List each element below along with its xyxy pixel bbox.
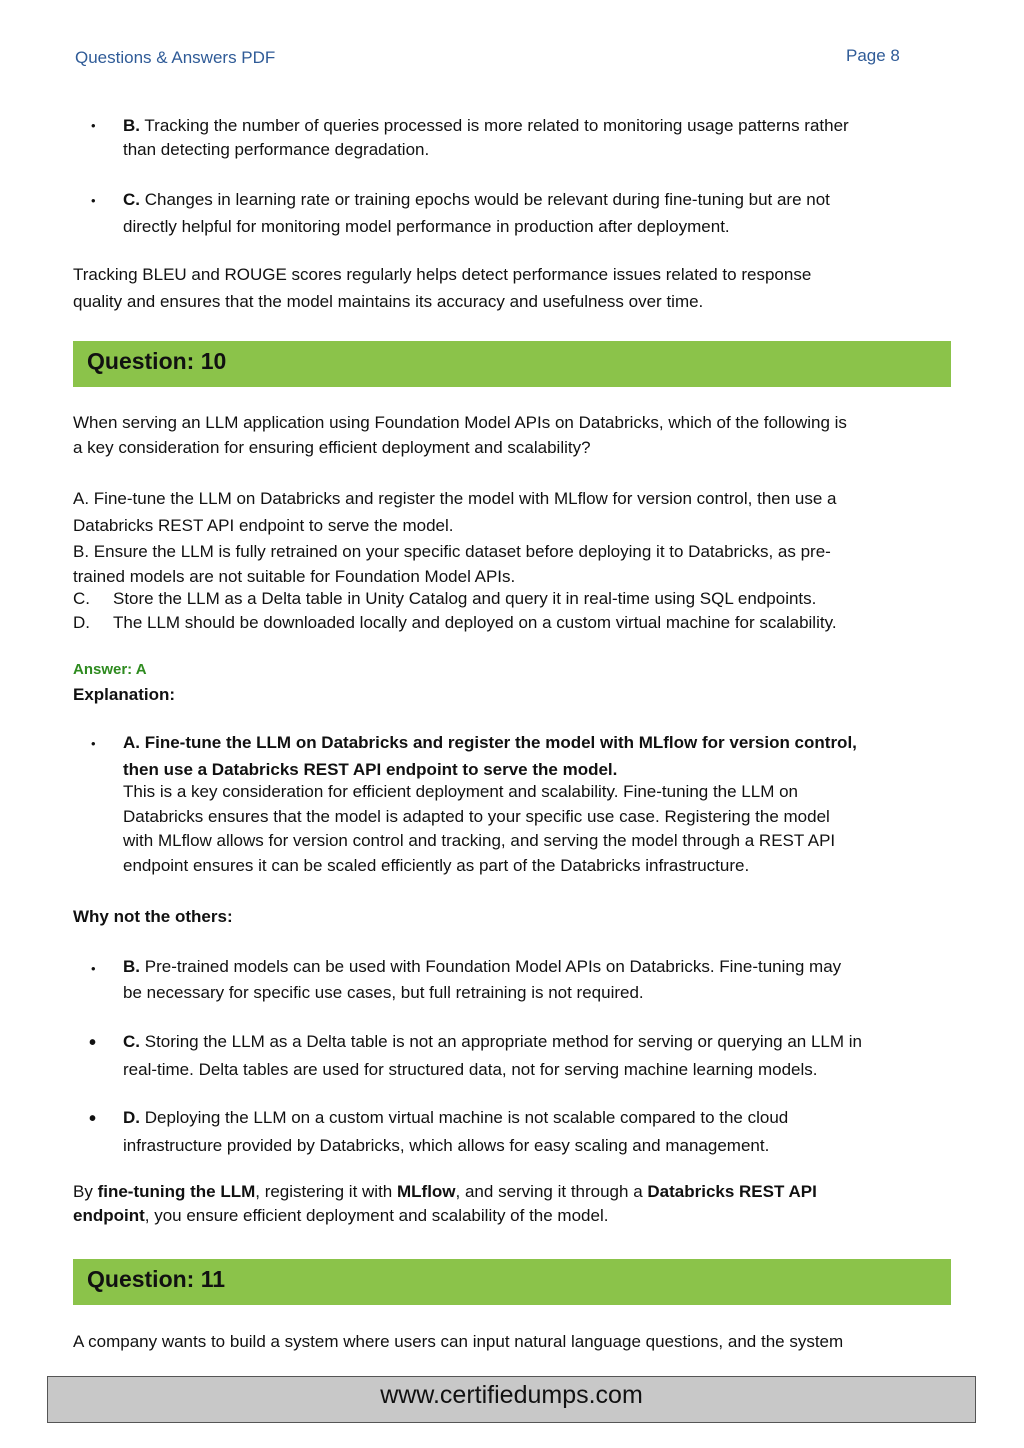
option-label: C. (123, 190, 140, 209)
explanation-line: Databricks ensures that the model is adapted to your specific use case. Registering the model (123, 806, 830, 826)
explanation-heading: A. Fine-tune the LLM on Databricks and register the model with MLflow for version control, (123, 733, 857, 752)
option-b (73, 539, 953, 589)
option-text: than detecting performance degradation. (123, 140, 430, 159)
conclusion-text: , and serving it through a (455, 1182, 648, 1201)
option-label: D. (123, 1108, 140, 1127)
prev-option-c (123, 186, 953, 240)
stem-line: a key consideration for ensuring efficient deployment and scalability? (73, 438, 591, 457)
option-d (73, 610, 90, 635)
explanation-line: This is a key consideration for efficient deployment and scalability. Fine-tuning the LLM on (123, 782, 799, 801)
option-letter: C. (73, 589, 90, 608)
reason-text: Deploying the LLM on a custom virtual machine is not scalable compared to the cloud (144, 1108, 789, 1127)
reason-text: infrastructure provided by Databricks, which allows for easy scaling and management. (123, 1136, 770, 1155)
reason-text: Storing the LLM as a Delta table is not an appropriate method for serving or querying an LLM in (144, 1032, 862, 1051)
why-not-heading: Why not the others: (73, 907, 233, 926)
option-d-text: The LLM should be downloaded locally and deployed on a custom virtual machine for scalability. (113, 613, 837, 632)
conclusion-text: By (73, 1182, 98, 1201)
option-text: B. Ensure the LLM is fully retrained on your specific dataset before deploying it to Databricks, as pre- (73, 542, 831, 561)
option-a (73, 485, 953, 539)
bullet-icon: • (91, 961, 96, 976)
conclusion-bold: endpoint (73, 1206, 145, 1225)
option-label: B. (123, 957, 140, 976)
question-header-bar (73, 341, 951, 387)
reason-text: be necessary for specific use cases, but full retraining is not required. (123, 983, 644, 1002)
option-label: C. (123, 1032, 140, 1051)
why-not-c (123, 1028, 963, 1084)
bullet-icon: • (89, 1032, 97, 1054)
why-not-d (123, 1104, 963, 1160)
conclusion-text: , you ensure efficient deployment and scalability of the model. (144, 1206, 609, 1225)
answer-label: Answer: A (73, 661, 147, 678)
bullet-icon: • (91, 118, 96, 133)
option-text: Databricks REST API endpoint to serve the model. (73, 516, 454, 535)
prev-option-b (123, 112, 953, 163)
conclusion-text: , registering it with (255, 1182, 397, 1201)
why-not-b (123, 954, 953, 1006)
bullet-icon: • (91, 736, 96, 751)
option-text: Changes in learning rate or training epochs would be relevant during fine-tuning but are not (144, 190, 830, 209)
explanation-a (123, 729, 933, 783)
option-c (73, 586, 90, 611)
option-text: trained models are not suitable for Foundation Model APIs. (73, 567, 516, 586)
bullet-icon: • (89, 1108, 97, 1130)
prev-summary (73, 261, 953, 315)
stem-line: When serving an LLM application using Foundation Model APIs on Databricks, which of the following is (73, 413, 847, 432)
reason-text: real-time. Delta tables are used for structured data, not for serving machine learning models. (123, 1060, 818, 1079)
option-text: directly helpful for monitoring model performance in production after deployment. (123, 217, 730, 236)
explanation-line: with MLflow allows for version control and tracking, and serving the model through a REST API (123, 831, 836, 850)
option-text: Tracking the number of queries processed is more related to monitoring usage patterns rather (144, 116, 849, 135)
page-number: Page 8 (846, 46, 900, 65)
footer-url: www.certifiedumps.com (380, 1381, 643, 1409)
question-stem (73, 410, 953, 460)
reason-text: Pre-trained models can be used with Foundation Model APIs on Databricks. Fine-tuning may (144, 957, 842, 976)
conclusion (73, 1180, 953, 1228)
header-title: Questions & Answers PDF (75, 48, 276, 67)
option-c-text: Store the LLM as a Delta table in Unity Catalog and query it in real-time using SQL endpoints. (113, 589, 817, 608)
conclusion-bold: MLflow (396, 1182, 456, 1201)
question-stem: A company wants to build a system where users can input natural language questions, and the system (73, 1332, 844, 1351)
option-label: B. (123, 116, 140, 135)
footer-bar (47, 1376, 976, 1423)
explanation-body (123, 780, 931, 878)
conclusion-bold: fine-tuning the LLM (97, 1182, 256, 1201)
question-title: Question: 10 (87, 348, 227, 374)
summary-line: quality and ensures that the model maintains its accuracy and usefulness over time. (73, 292, 704, 311)
question-title: Question: 11 (87, 1266, 226, 1292)
conclusion-bold: Databricks REST API (647, 1182, 817, 1201)
option-letter: D. (73, 613, 90, 632)
option-text: A. Fine-tune the LLM on Databricks and register the model with MLflow for version control, then use a (73, 489, 837, 508)
bullet-icon: • (91, 193, 96, 208)
explanation-label: Explanation: (73, 685, 176, 704)
explanation-line: endpoint ensures it can be scaled efficiently as part of the Databricks infrastructure. (123, 855, 750, 875)
question-header-bar (73, 1259, 951, 1305)
summary-line: Tracking BLEU and ROUGE scores regularly helps detect performance issues related to response (73, 265, 812, 284)
explanation-heading: then use a Databricks REST API endpoint to serve the model. (123, 760, 618, 779)
